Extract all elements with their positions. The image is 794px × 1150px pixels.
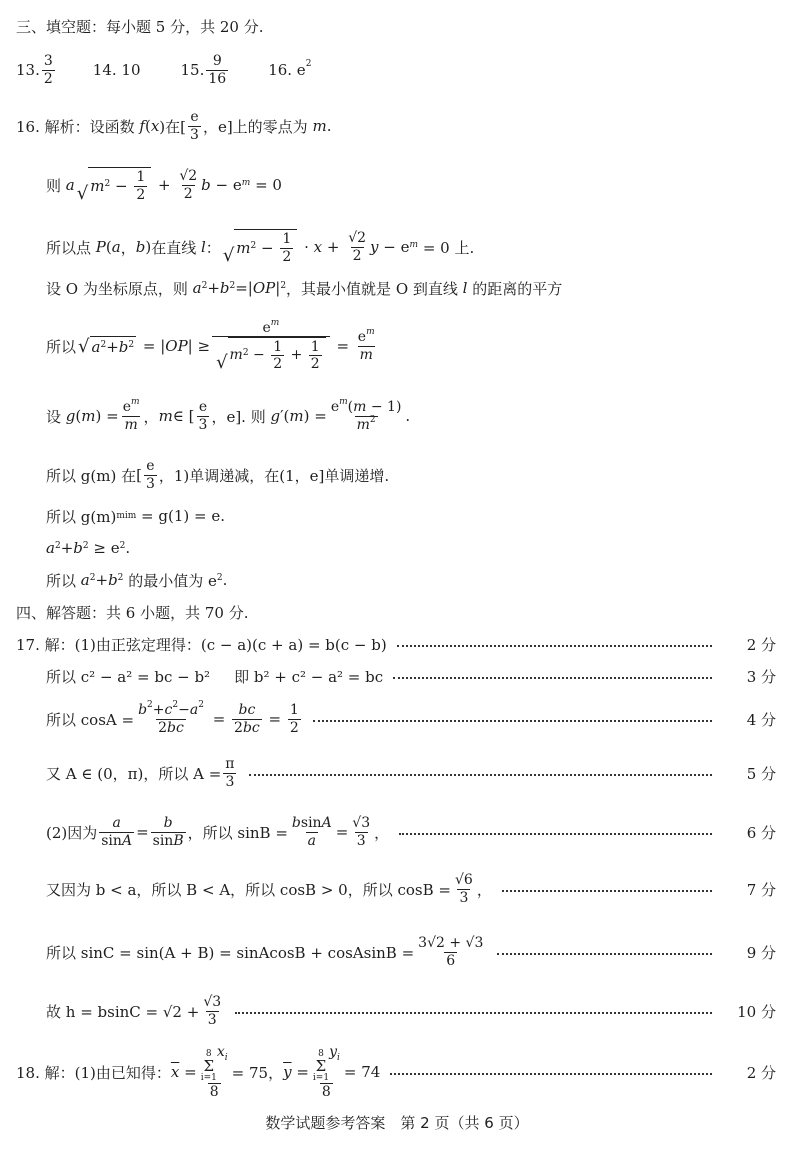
answer-13: 13. $\frac{3}{2}$ <box>16 53 53 87</box>
score: 2 分 <box>746 635 776 654</box>
section-header-fill: 三、填空题：每小题 5 分，共 20 分. <box>16 17 264 36</box>
score: 4 分 <box>746 710 776 729</box>
q17-line-7: 所以 sinC = sin(A + B) = sinAcosB + cosAsinB = $\frac{3√2 + √3}{6}$ 9 分 <box>46 926 794 978</box>
q16-intro: 16. 解析：设函数 f ( x )在[ $\frac{e}{3}$ ，e] 上的零点为 m . <box>16 109 332 143</box>
q16-then-eq: 则 a √ m $^2$ − $\frac{1}{2}$ + $\frac{√2}{2}$ b − e $^m$ = 0 <box>46 168 282 204</box>
score: 3 分 <box>746 667 776 686</box>
score: 9 分 <box>746 943 776 962</box>
q16-monotonic: 所以 g(m) 在 [ $\frac{e}{3}$ ，1) 单调递减，在(1，e]单调递增. <box>46 458 390 492</box>
q17-line-5: (2)因为 $\frac{a}{\sin A}$ = $\frac{b}{\sin B}$ ，所以 sinB = $\frac{bsinA}{a}$ = $\frac{√3}{3}$ ， 6 分 <box>46 806 794 858</box>
score: 7 分 <box>746 880 776 899</box>
q17-line-2: 所以 c² − a² = bc − b² 即 b² + c² − a² = bc 3 分 <box>46 656 794 696</box>
score: 5 分 <box>746 764 776 783</box>
q17-line-1: 17. 解：(1)由正弦定理得：(c − a)(c + a) = b(c − b) 2 分 <box>16 624 794 664</box>
answer-16: 16. $e^2$ <box>268 59 312 79</box>
score: 10 分 <box>737 1002 776 1021</box>
score: 2 分 <box>746 1063 776 1082</box>
q17-line-3: 所以 cosA = $\frac{b^2+c^2-a^2}{2bc}$ = $\frac{bc}{2bc}$ = $\frac{1}{2}$ 4 分 <box>46 694 794 744</box>
q16-inequality: a $^2$ + b $^2$ ≥ e $^2$ . <box>46 539 131 557</box>
fill-answers <box>16 48 794 92</box>
answer-14: 14. 10 <box>92 61 141 79</box>
score: 6 分 <box>746 823 776 842</box>
answer-15: 15. $\frac{9}{16}$ <box>180 53 227 87</box>
q17-line-4: 又 A ∈ (0，π)，所以 A = $\frac{\pi}{3}$ 5 分 <box>46 748 794 798</box>
q16-final: 所以 a $^2$ + b $^2$ 的最小值为 e $^2$ . <box>46 571 228 590</box>
q17-line-6: 又因为 b < a，所以 B < A，所以 cosB > 0，所以 cosB = $\frac{√6}{3}$ ， 7 分 <box>46 864 794 914</box>
q17-line-8: 故 h = bsinC = √2 + $\frac{√3}{3}$ 10 分 <box>46 986 794 1036</box>
q16-min-g: 所以 g(m) mim = g(1) = e. <box>46 507 225 526</box>
section-header-solve: 四、解答题：共 6 小题，共 70 分. <box>16 603 249 622</box>
q16-point-on-line: 所以点 P ( a ， b ) 在直线 l ： √ m $^2$ − $\frac{1}{2}$ · x + $\frac{√2}{2}$ y − e $^m$ = 0 上. <box>46 230 475 266</box>
q16-let-g: 设 g ( m ) = $\frac{e^m}{m}$ ， m ∈ [ $\frac{e}{3}$ ，e]. 则 g ′( m ) = $\frac{e^m(m - 1)}{m^2}$ . <box>46 397 411 433</box>
q16-sqrt-inequality: 所以 √ a $^2$ + b $^2$ = | OP | ≥ $e^m$ √ m $^2$ − $\frac{1}{2}$ + $\frac{1}{2}$ = $\frac{e^m}{m}$ <box>46 317 375 374</box>
q18-line-1: 18. 解：(1)由已知得： $\overline{x}$ = 8 Σ i=1 $x_i$ 8 = 75， $\overline{y}$ = 8 Σ i=1 $y_i$ 8 = 74 2 分 <box>16 1040 794 1104</box>
q16-distance-text: 设 O 为坐标原点，则 a $^2$ + b $^2$ =| OP | $^2$ ，其最小值就是 O 到直线 l 的距离的平方 <box>46 279 563 298</box>
page-footer: 数学试题参考答案 第 2 页（共 6 页） <box>265 1114 529 1132</box>
